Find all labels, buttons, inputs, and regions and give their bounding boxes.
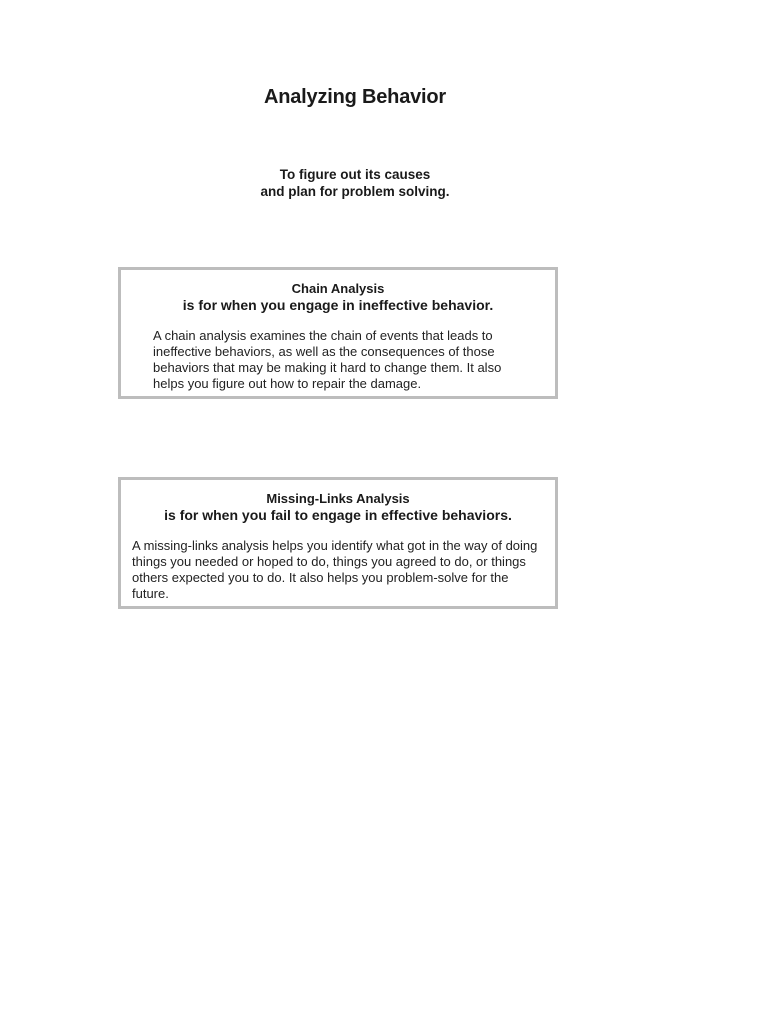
box-heading: Chain Analysis	[291, 281, 385, 296]
box-body-text: A chain analysis examines the chain of events that leads to ineffective behaviors, as well as the consequences of those behaviors that may be making it hard to change them. It also helps you figure out how to repair the damage.	[153, 328, 502, 391]
box-heading: Missing-Links Analysis	[266, 491, 410, 506]
subtitle-line: To figure out its causes	[279, 167, 431, 182]
chain-analysis-box	[118, 267, 558, 399]
subtitle-line: and plan for problem solving.	[260, 184, 450, 199]
box-header	[121, 491, 555, 524]
box-body-text: A missing-links analysis helps you identify what got in the way of doing things you needed or hoped to do, things you agreed to do, or things others expected you to do. It also helps you problem-solve for the future.	[132, 538, 538, 601]
page-subtitle	[0, 166, 710, 200]
missing-links-analysis-box	[118, 477, 558, 609]
box-header	[121, 281, 555, 314]
box-subheading: is for when you fail to engage in effective behaviors.	[164, 507, 512, 523]
page-title: Analyzing Behavior	[264, 86, 446, 108]
box-subheading: is for when you engage in ineffective behavior.	[182, 297, 494, 313]
